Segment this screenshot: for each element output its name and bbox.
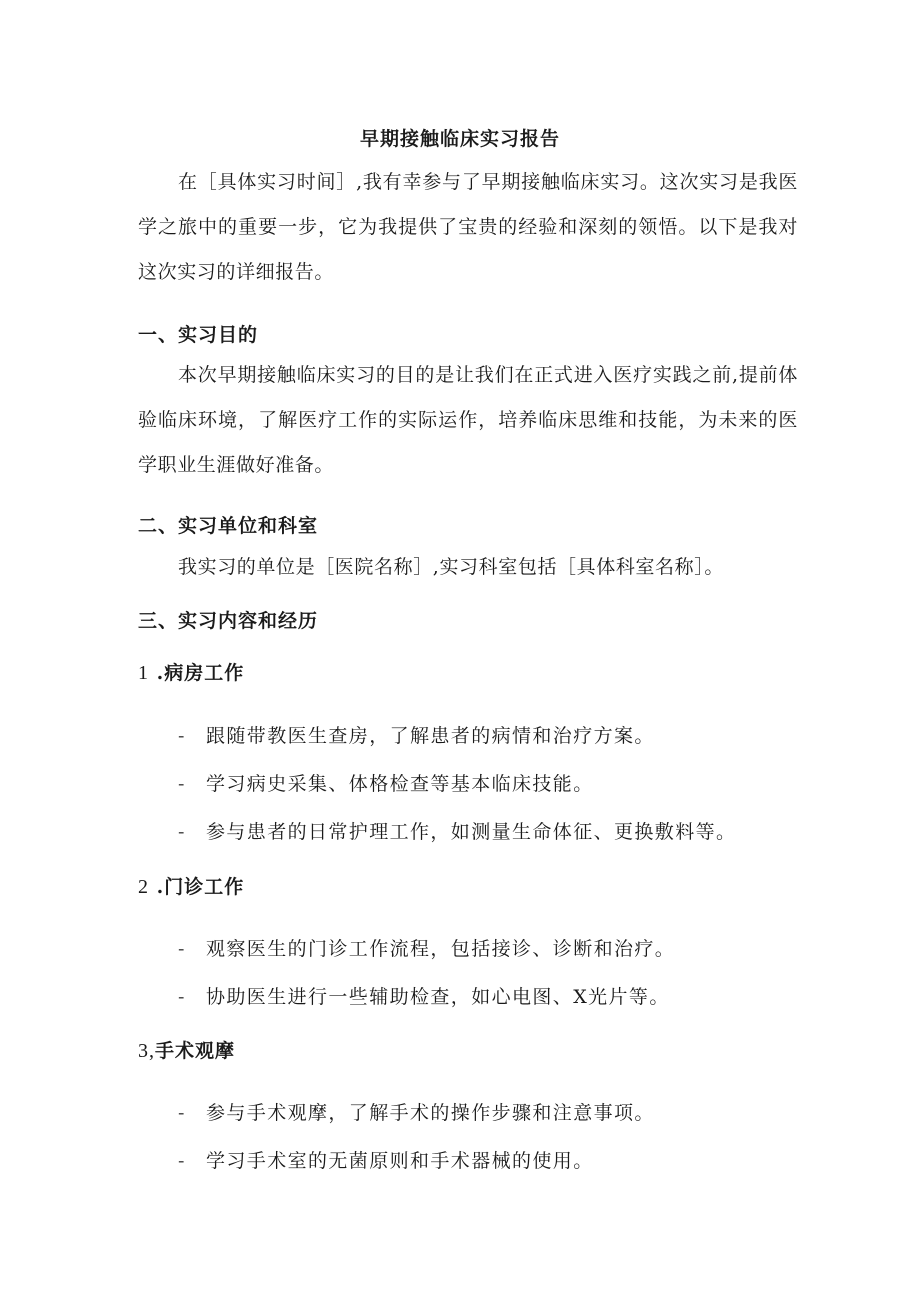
section-heading-purpose: 一、实习目的 bbox=[138, 324, 259, 346]
section-body-purpose: 本次早期接触临床实习的目的是让我们在正式进入医疗实践之前,提前体验临床环境，了解医疗工作的实际运作，培养临床思维和技能，为未来的医学职业生涯做好准备。 bbox=[138, 364, 798, 476]
subsection-number: 1 bbox=[138, 662, 149, 684]
list-item: - 参与患者的日常护理工作，如测量生命体征、更换敷料等。 bbox=[178, 821, 737, 843]
subsection-number: 2 bbox=[138, 876, 149, 898]
section-body-unit: 我实习的单位是［医院名称］,实习科室包括［具体科室名称］。 bbox=[178, 556, 724, 578]
subsection-heading-surgery bbox=[138, 1036, 235, 1063]
subsection-heading-outpatient bbox=[138, 872, 244, 899]
bullet-marker: - bbox=[178, 938, 186, 960]
list-item: - 观察医生的门诊工作流程，包括接诊、诊断和治疗。 bbox=[178, 938, 676, 960]
list-item: - 学习病史采集、体格检查等基本临床技能。 bbox=[178, 773, 594, 795]
bullet-marker: - bbox=[178, 725, 186, 747]
bullet-marker: - bbox=[178, 821, 186, 843]
subsection-number: 3, bbox=[138, 1040, 155, 1062]
bullet-marker: - bbox=[178, 986, 186, 1008]
section-heading-content: 三、实习内容和经历 bbox=[138, 610, 319, 632]
subsection-title: 手术观摩 bbox=[155, 1040, 236, 1062]
bullet-marker: - bbox=[178, 1102, 186, 1124]
document-title: 早期接触临床实习报告 bbox=[359, 128, 560, 150]
list-item: - 参与手术观摩，了解手术的操作步骤和注意事项。 bbox=[178, 1102, 655, 1124]
subsection-title: .病房工作 bbox=[156, 662, 245, 684]
list-item: - 协助医生进行一些辅助检查，如心电图、X光片等。 bbox=[178, 986, 670, 1008]
subsection-heading-ward bbox=[138, 658, 244, 685]
bullet-marker: - bbox=[178, 1150, 186, 1172]
section-heading-unit: 二、实习单位和科室 bbox=[138, 515, 319, 537]
list-item: - 学习手术室的无菌原则和手术器械的使用。 bbox=[178, 1150, 594, 1172]
subsection-title: .门诊工作 bbox=[156, 876, 245, 898]
bullet-marker: - bbox=[178, 773, 186, 795]
list-item: - 跟随带教医生查房，了解患者的病情和治疗方案。 bbox=[178, 725, 655, 747]
intro-paragraph: 在［具体实习时间］,我有幸参与了早期接触临床实习。这次实习是我医学之旅中的重要一步，它为我提供了宝贵的经验和深刻的领悟。以下是我对这次实习的详细报告。 bbox=[138, 171, 798, 283]
